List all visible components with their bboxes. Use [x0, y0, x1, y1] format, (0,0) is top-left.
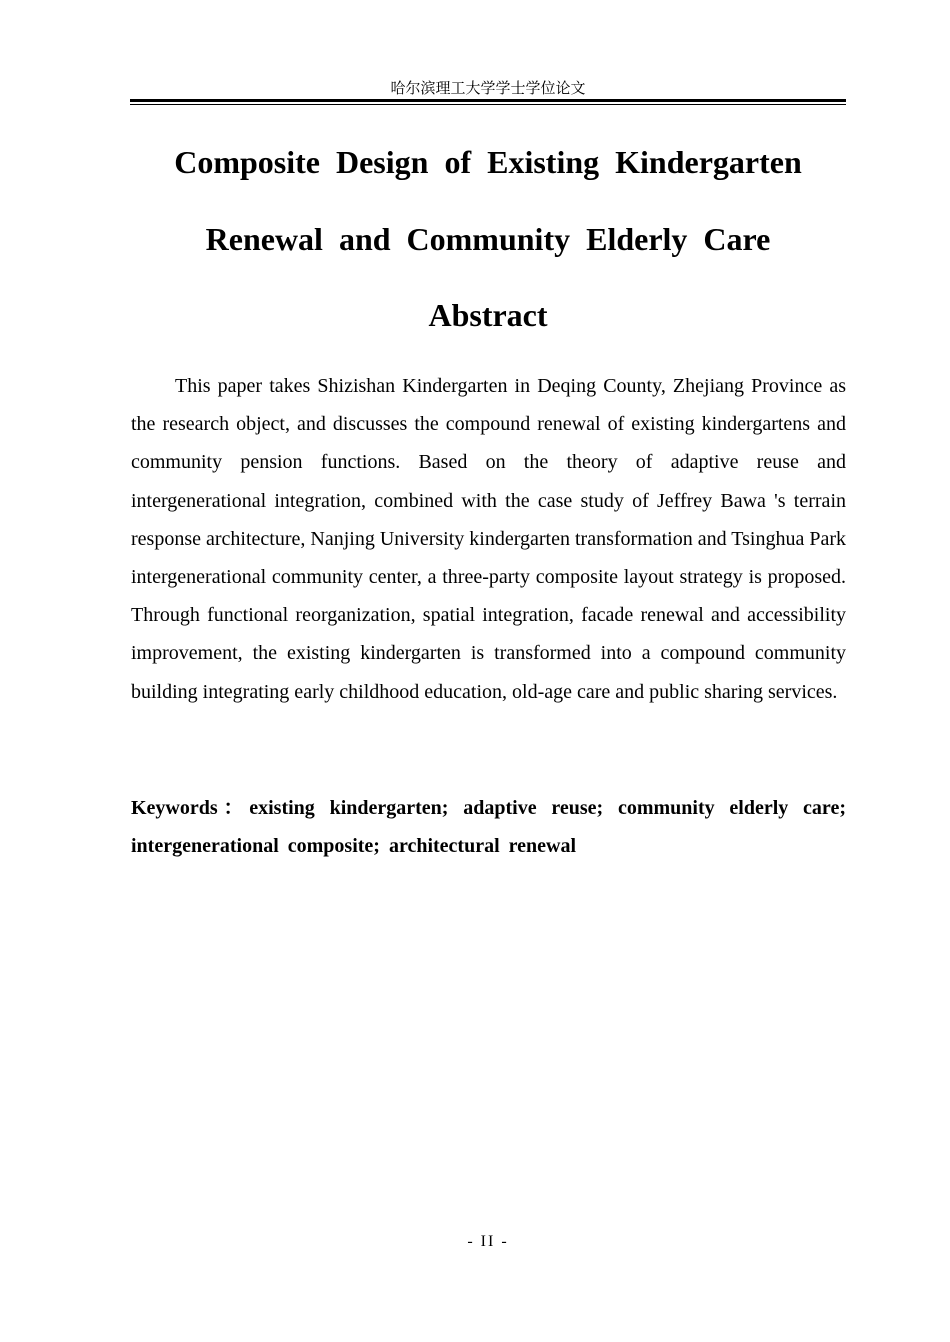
- running-header: 哈尔滨理工大学学士学位论文: [390, 79, 586, 97]
- keywords-text: existing kindergarten; adaptive reuse; community elderly care; intergenerational composite; architectural renewal: [131, 797, 846, 857]
- header-rule-thick: [130, 99, 846, 102]
- header-rule-thin: [130, 104, 846, 105]
- abstract-heading: Abstract: [428, 297, 548, 333]
- keywords-paragraph: [131, 789, 846, 865]
- abstract-body: This paper takes Shizishan Kindergarten in Deqing County, Zhejiang Province as the research object, and discusses the compound renewal of existing kindergartens and community pension functions. Based on the theory of adaptive reuse and intergenerational integration, combined with the case study of Jeffrey Bawa 's terrain response architecture, Nanjing University kindergarten transformation and Tsinghua Park intergenerational community center, a three-party composite layout strategy is proposed. Through functional reorganization, spatial integration, facade renewal and accessibility improvement, the existing kindergarten is transformed into a compound community building integrating early childhood education, old-age care and public sharing services.: [131, 375, 846, 703]
- page-number: - II -: [467, 1233, 509, 1250]
- keywords-label: Keywords：: [131, 797, 250, 819]
- paper-title: Composite Design of Existing Kindergarten Renewal and Community Elderly Care: [174, 144, 802, 257]
